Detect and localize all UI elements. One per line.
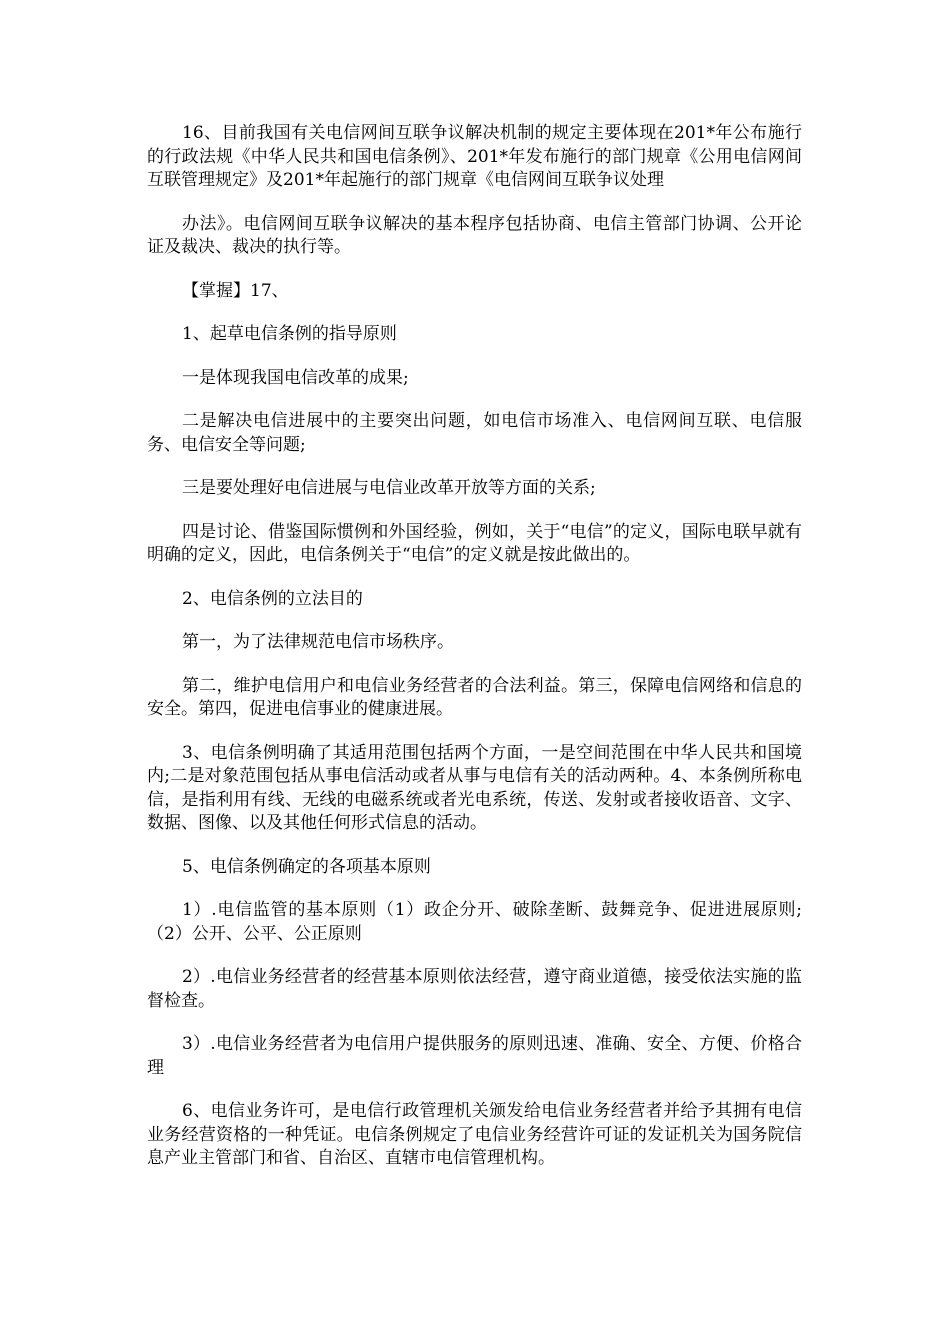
principle-regulation: 1）.电信监管的基本原则（1）政企分开、破除垄断、鼓舞竞争、促进进展原则;（2）公开、公平、公正原则 xyxy=(147,900,802,944)
paragraph-17-master-heading: 【掌握】17、 xyxy=(182,280,289,301)
purpose-first: 第一，为了法律规范电信市场秩序。 xyxy=(182,632,454,652)
principle-two: 二是解决电信进展中的主要突出问题，如电信市场准入、电信网间互联、电信服务、电信安全等问题; xyxy=(147,411,802,455)
principle-four: 四是讨论、借鉴国际惯例和外国经验，例如，关于“电信”的定义，国际电联早就有明确的定义，因此，电信条例关于“电信”的定义就是按此做出的。 xyxy=(147,521,802,565)
heading-drafting-principles: 1、起草电信条例的指导原则 xyxy=(182,324,397,344)
principle-one: 一是体现我国电信改革的成果; xyxy=(182,367,409,388)
paragraph-16-continued: 办法》。电信网间互联争议解决的基本程序包括协商、电信主管部门协调、公开论证及裁决、裁决的执行等。 xyxy=(147,213,802,257)
document-page xyxy=(147,122,802,1191)
paragraph-16-dispute-mechanism: 16、目前我国有关电信网间互联争议解决机制的规定主要体现在201*年公布施行的行政法规《中华人民共和国电信条例》、201*年发布施行的部门规章《公用电信网间互联管理规定》及201*年起施行的部门规章《电信网间互联争议处理 xyxy=(147,123,802,190)
paragraph-scope-and-definition: 3、电信条例明确了其适用范围包括两个方面，一是空间范围在中华人民共和国境内;二是对象范围包括从事电信活动或者从事与电信有关的活动两种。4、本条例所称电信，是指利用有线、无线的电磁系统或者光电系统，传送、发射或者接收语音、文字、数据、图像、以及其他任何形式信息的活动。 xyxy=(147,742,802,833)
purpose-second-to-fourth: 第二，维护电信用户和电信业务经营者的合法利益。第三，保障电信网络和信息的安全。第四，促进电信事业的健康进展。 xyxy=(147,675,802,719)
principle-service: 3）.电信业务经营者为电信用户提供服务的原则迅速、准确、安全、方便、价格合理 xyxy=(147,1034,802,1078)
heading-basic-principles: 5、电信条例确定的各项基本原则 xyxy=(182,856,431,877)
paragraph-business-license: 6、电信业务许可，是电信行政管理机关颁发给电信业务经营者并给予其拥有电信业务经营资格的一种凭证。电信条例规定了电信业务经营许可证的发证机关为国务院信息产业主管部门和省、自治区、直辖市电信管理机构。 xyxy=(147,1101,802,1168)
heading-legislative-purpose: 2、电信条例的立法目的 xyxy=(182,588,363,609)
principle-three: 三是要处理好电信进展与电信业改革开放等方面的关系; xyxy=(182,478,596,498)
principle-operation: 2）.电信业务经营者的经营基本原则依法经营，遵守商业道德，接受依法实施的监督检查。 xyxy=(147,967,802,1011)
